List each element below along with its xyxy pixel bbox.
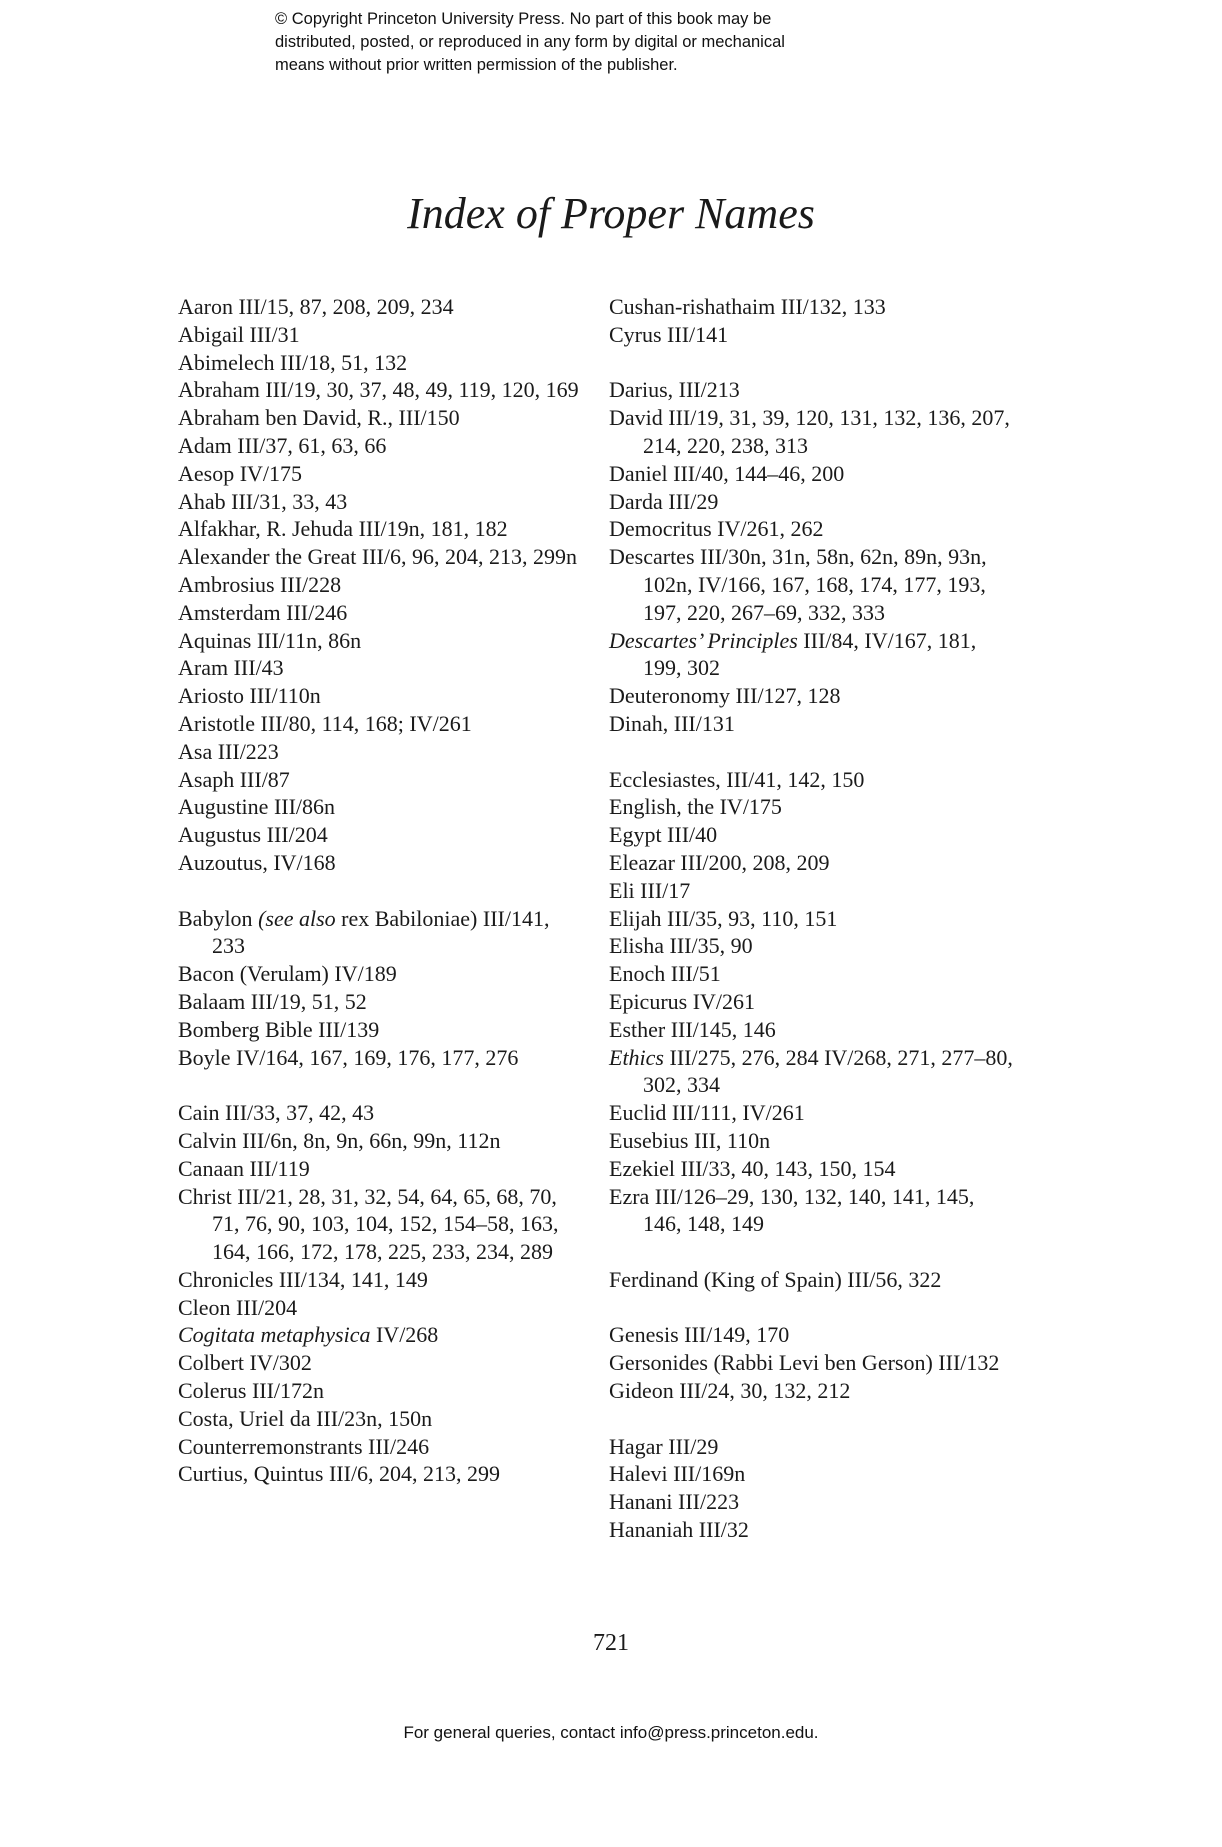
index-entry xyxy=(609,404,1014,460)
index-entry-text: Aristotle III/80, 114, 168; IV/261 xyxy=(178,710,472,736)
index-entry-text: David III/19, 31, 39, 120, 131, 132, 136, 207, 214, 220, 238, 313 xyxy=(609,405,1010,458)
index-entry xyxy=(609,515,1014,543)
index-entry xyxy=(178,1127,583,1155)
index-column-right xyxy=(609,293,1014,1544)
index-entry-text: Christ III/21, 28, 31, 32, 54, 64, 65, 68, 70, 71, 76, 90, 103, 104, 152, 154–58, 163, 164, 166, 172, 178, 225, 233, 234, 289 xyxy=(178,1183,559,1265)
index-entry xyxy=(178,515,583,543)
index-entry xyxy=(178,543,583,571)
index-entry xyxy=(609,1377,1014,1405)
index-entry-text: Gideon III/24, 30, 132, 212 xyxy=(609,1378,851,1404)
index-entry xyxy=(178,682,583,710)
index-entry xyxy=(609,488,1014,516)
index-entry xyxy=(178,1099,583,1127)
index-entry xyxy=(609,960,1014,988)
index-entry xyxy=(178,849,583,877)
index-entry-text: Elijah III/35, 93, 110, 151 xyxy=(609,905,838,931)
index-column-left xyxy=(178,293,583,1488)
index-entry-text: Asa III/223 xyxy=(178,738,279,764)
index-entry-italic: (see also xyxy=(258,905,336,931)
index-entry-text: Abigail III/31 xyxy=(178,321,300,347)
index-entry-text: Alfakhar, R. Jehuda III/19n, 181, 182 xyxy=(178,516,508,542)
index-entry-text: Daniel III/40, 144–46, 200 xyxy=(609,460,845,486)
index-entry xyxy=(609,627,1014,683)
index-entry-text: Boyle IV/164, 167, 169, 176, 177, 276 xyxy=(178,1044,519,1070)
index-entry-text: Cain III/33, 37, 42, 43 xyxy=(178,1100,375,1126)
index-entry-text: IV/268 xyxy=(370,1322,439,1348)
index-entry xyxy=(178,738,583,766)
copyright-line: © Copyright Princeton University Press. No part of this book may be xyxy=(275,10,772,28)
index-entry-text: Euclid III/111, IV/261 xyxy=(609,1100,805,1126)
index-entry xyxy=(609,1099,1014,1127)
index-entry-text: Abraham III/19, 30, 37, 48, 49, 119, 120, 169 xyxy=(178,377,579,403)
page-title: Index of Proper Names xyxy=(407,189,815,238)
index-entry-text: Esther III/145, 146 xyxy=(609,1016,776,1042)
index-entry xyxy=(178,1294,583,1322)
index-entry-text: Darda III/29 xyxy=(609,488,719,514)
index-entry-text: Egypt III/40 xyxy=(609,822,718,848)
index-entry-text: Cleon III/204 xyxy=(178,1294,298,1320)
index-entry xyxy=(609,1266,1014,1294)
index-entry xyxy=(609,376,1014,404)
index-entry xyxy=(178,349,583,377)
index-entry xyxy=(178,960,583,988)
index-entry xyxy=(178,599,583,627)
index-entry xyxy=(609,1349,1014,1377)
index-entry xyxy=(609,1516,1014,1544)
index-entry-text: Eleazar III/200, 208, 209 xyxy=(609,849,830,875)
index-entry xyxy=(178,821,583,849)
footer-contact: For general queries, contact info@press.princeton.edu. xyxy=(403,1723,819,1742)
index-entry xyxy=(178,988,583,1016)
index-entry xyxy=(609,1460,1014,1488)
index-entry xyxy=(178,488,583,516)
index-entry xyxy=(609,321,1014,349)
index-entry-text: Darius, III/213 xyxy=(609,377,740,403)
index-entry xyxy=(609,821,1014,849)
index-entry xyxy=(178,460,583,488)
index-entry xyxy=(609,1155,1014,1183)
index-entry-text: III/275, 276, 284 IV/268, 271, 277–80, 302, 334 xyxy=(643,1044,1013,1098)
index-entry xyxy=(609,877,1014,905)
index-entry xyxy=(178,1266,583,1294)
index-entry-text: Augustus III/204 xyxy=(178,822,328,848)
index-entry xyxy=(178,627,583,655)
index-entry xyxy=(178,905,583,961)
index-entry xyxy=(609,1127,1014,1155)
index-entry-text: Adam III/37, 61, 63, 66 xyxy=(178,432,387,458)
index-entry xyxy=(178,1377,583,1405)
index-entry-text: English, the IV/175 xyxy=(609,794,782,820)
index-entry xyxy=(609,1183,1014,1239)
index-entry-text: Abimelech III/18, 51, 132 xyxy=(178,349,408,375)
index-entry-text: Aram III/43 xyxy=(178,655,284,681)
index-entry-name: Babylon xyxy=(178,905,259,931)
index-entry-text: Aaron III/15, 87, 208, 209, 234 xyxy=(178,294,454,319)
index-entry-text: Auzoutus, IV/168 xyxy=(178,849,336,875)
index-entry-text: Descartes III/30n, 31n, 58n, 62n, 89n, 93n, 102n, IV/166, 167, 168, 174, 177, 193, 197, 220, 267–69, 332, 333 xyxy=(609,544,987,625)
index-entry-text: Eusebius III, 110n xyxy=(609,1127,771,1153)
index-entry xyxy=(178,710,583,738)
index-entry-text: Chronicles III/134, 141, 149 xyxy=(178,1266,428,1292)
index-entry-text: Bomberg Bible III/139 xyxy=(178,1016,380,1042)
index-entry xyxy=(178,1460,583,1488)
index-entry-text: Amsterdam III/246 xyxy=(178,599,348,625)
copyright-line: means without prior written permission of the publisher. xyxy=(275,56,678,74)
index-entry xyxy=(178,1321,583,1349)
index-entry-italic: Descartes’ Principles xyxy=(609,627,798,653)
index-entry-text: Bacon (Verulam) IV/189 xyxy=(178,961,397,987)
page-number: 721 xyxy=(593,1630,629,1656)
index-entry xyxy=(609,905,1014,933)
index-entry xyxy=(609,1321,1014,1349)
index-entry-text: Cyrus III/141 xyxy=(609,321,729,347)
index-entry-text: Dinah, III/131 xyxy=(609,710,735,736)
index-entry-text: Ariosto III/110n xyxy=(178,683,321,709)
index-entry xyxy=(178,654,583,682)
index-entry xyxy=(609,460,1014,488)
index-entry xyxy=(178,571,583,599)
index-entry-text: Aquinas III/11n, 86n xyxy=(178,627,362,653)
index-entry-text: Hagar III/29 xyxy=(609,1433,719,1459)
copyright-line: distributed, posted, or reproduced in any form by digital or mechanical xyxy=(275,33,785,51)
index-entry xyxy=(178,1155,583,1183)
index-entry xyxy=(178,293,583,321)
index-entry xyxy=(178,766,583,794)
index-entry xyxy=(609,793,1014,821)
index-entry xyxy=(609,849,1014,877)
index-entry-text: Democritus IV/261, 262 xyxy=(609,516,824,542)
index-entry-text: Canaan III/119 xyxy=(178,1155,310,1181)
index-entry xyxy=(609,988,1014,1016)
index-entry-text: Ambrosius III/228 xyxy=(178,571,342,597)
index-entry xyxy=(178,1405,583,1433)
index-entry-text: Gersonides (Rabbi Levi ben Gerson) III/132 xyxy=(609,1350,1000,1376)
copyright-notice xyxy=(275,8,895,77)
index-entry xyxy=(609,1433,1014,1461)
index-entry-text: Enoch III/51 xyxy=(609,961,721,987)
index-entry xyxy=(609,710,1014,738)
index-entry xyxy=(178,1433,583,1461)
index-entry-text: Abraham ben David, R., III/150 xyxy=(178,405,460,431)
index-entry-text: Aesop IV/175 xyxy=(178,460,303,486)
index-entry xyxy=(178,321,583,349)
index-entry xyxy=(609,1488,1014,1516)
index-entry xyxy=(178,1016,583,1044)
index-entry xyxy=(178,404,583,432)
index-entry xyxy=(178,432,583,460)
index-entry-text: Deuteronomy III/127, 128 xyxy=(609,683,841,709)
index-entry xyxy=(609,932,1014,960)
index-entry-text: Ezra III/126–29, 130, 132, 140, 141, 145, 146, 148, 149 xyxy=(609,1183,975,1237)
index-entry-text: Curtius, Quintus III/6, 204, 213, 299 xyxy=(178,1461,501,1487)
index-entry-text: Genesis III/149, 170 xyxy=(609,1322,790,1348)
index-entry-text: Epicurus IV/261 xyxy=(609,988,756,1014)
index-entry xyxy=(609,293,1014,321)
index-entry xyxy=(609,1016,1014,1044)
index-entry-italic: Cogitata metaphysica xyxy=(178,1322,371,1348)
index-entry-text: Hananiah III/32 xyxy=(609,1517,749,1543)
index-entry-text: Hanani III/223 xyxy=(609,1489,740,1515)
index-entry-text: Halevi III/169n xyxy=(609,1461,746,1487)
index-entry xyxy=(609,543,1014,626)
index-entry-text: rex Babiloniae) III/141, 233 xyxy=(212,905,550,959)
index-entry xyxy=(178,1183,583,1266)
index-entry-text: Ezekiel III/33, 40, 143, 150, 154 xyxy=(609,1155,896,1181)
index-entry xyxy=(609,1044,1014,1100)
index-entry-text: Ecclesiastes, III/41, 142, 150 xyxy=(609,766,865,792)
index-entry xyxy=(178,1349,583,1377)
index-entry xyxy=(178,793,583,821)
index-entry-text: III/84, IV/167, 181, 199, 302 xyxy=(643,627,977,681)
index-entry-text: Asaph III/87 xyxy=(178,766,290,792)
index-entry-text: Cushan-rishathaim III/132, 133 xyxy=(609,294,886,319)
index-entry-text: Costa, Uriel da III/23n, 150n xyxy=(178,1405,433,1431)
index-entry-text: Colerus III/172n xyxy=(178,1378,325,1404)
index-entry-text: Balaam III/19, 51, 52 xyxy=(178,988,367,1014)
index-entry xyxy=(178,376,583,404)
index-entry-text: Augustine III/86n xyxy=(178,794,336,820)
index-entry xyxy=(178,1044,583,1072)
index-entry-text: Colbert IV/302 xyxy=(178,1350,312,1376)
index-entry-text: Eli III/17 xyxy=(609,877,691,903)
index-entry-text: Ahab III/31, 33, 43 xyxy=(178,488,348,514)
index-entry xyxy=(609,682,1014,710)
index-entry-text: Calvin III/6n, 8n, 9n, 66n, 99n, 112n xyxy=(178,1127,501,1153)
index-entry-text: Alexander the Great III/6, 96, 204, 213, 299n xyxy=(178,544,577,570)
index-entry-text: Counterremonstrants III/246 xyxy=(178,1433,430,1459)
index-entry xyxy=(609,766,1014,794)
index-entry-text: Elisha III/35, 90 xyxy=(609,933,753,959)
index-entry-italic: Ethics xyxy=(609,1044,664,1070)
index-entry-text: Ferdinand (King of Spain) III/56, 322 xyxy=(609,1266,942,1292)
